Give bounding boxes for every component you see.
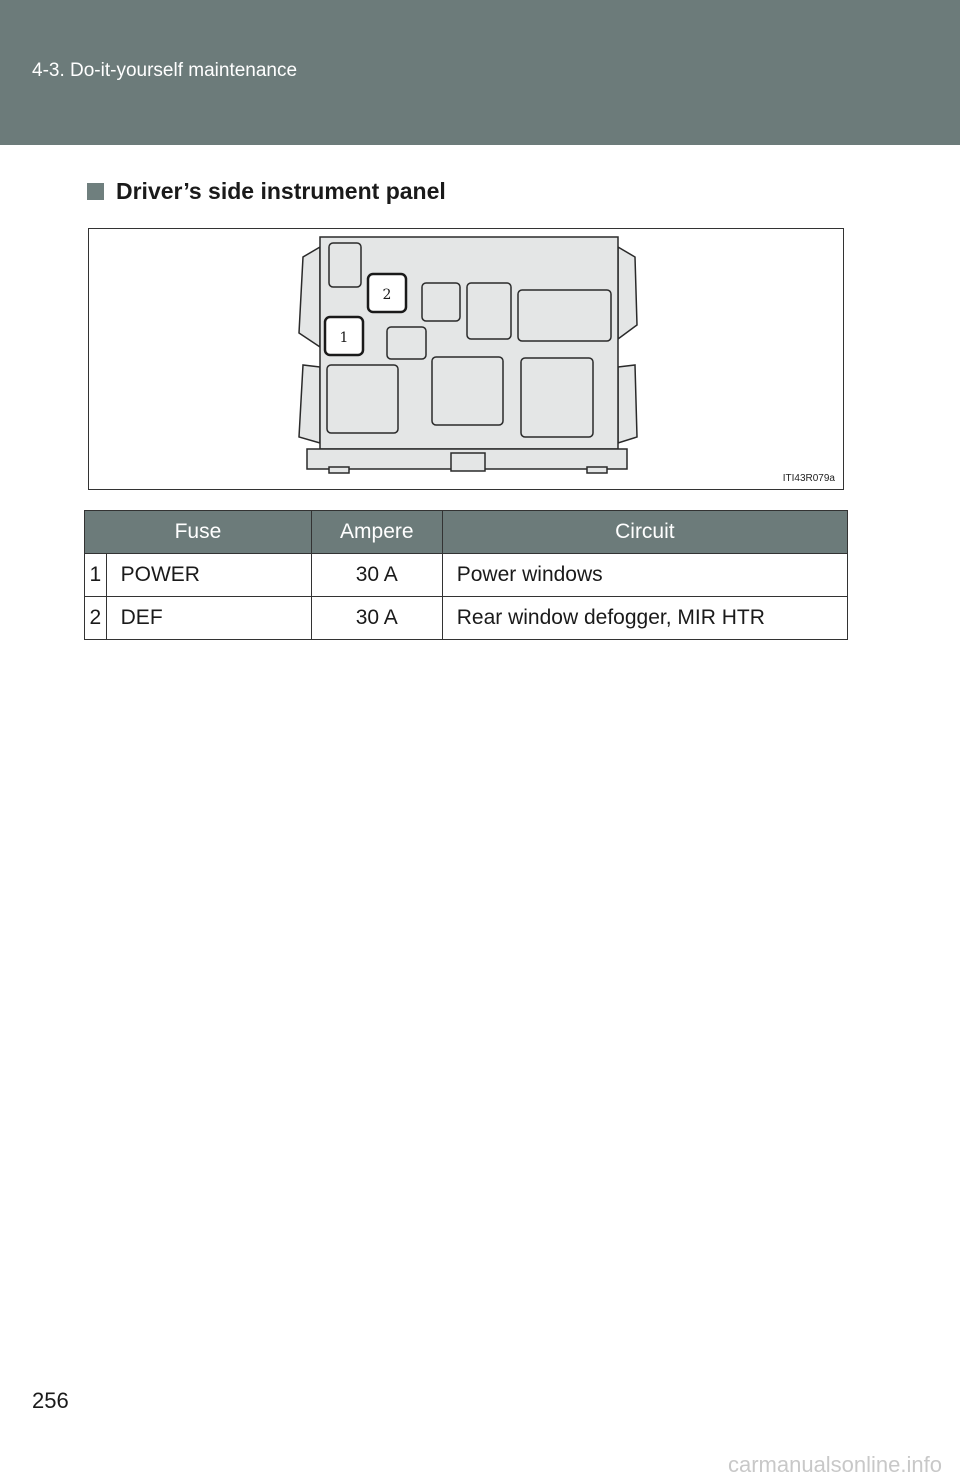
header-fuse: Fuse (85, 511, 312, 554)
fuse-circuit: Rear window defogger, MIR HTR (442, 597, 847, 640)
table-header-row (85, 511, 848, 554)
section-title (87, 178, 446, 205)
fuse-box-drawing (89, 229, 845, 491)
base-foot-right (587, 467, 607, 473)
fuse-name: POWER (106, 554, 311, 597)
relay-bottom-center (432, 357, 503, 425)
fuse-number: 2 (85, 597, 107, 640)
base-foot-center (451, 453, 485, 471)
page-number: 256 (32, 1388, 69, 1413)
table-row (85, 554, 848, 597)
fuse-box-diagram (88, 228, 844, 490)
relay-top-left (329, 243, 361, 287)
fuse-slot-small-c (387, 327, 426, 359)
relay-bottom-right (521, 358, 593, 437)
left-tab-upper (299, 247, 320, 347)
fuse-table (84, 510, 848, 640)
page-header (0, 0, 960, 145)
table-row (85, 597, 848, 640)
base-foot-left (329, 467, 349, 473)
fuse-ampere: 30 A (311, 554, 442, 597)
fuse-1-callout: 1 (339, 330, 349, 346)
fuse-name: DEF (106, 597, 311, 640)
section-heading: 4-3. Do-it-yourself maintenance (32, 60, 298, 81)
relay-wide-top-right (518, 290, 611, 341)
fuse-slot-small-b (467, 283, 511, 339)
square-bullet-icon (87, 183, 104, 200)
right-tab-upper (618, 247, 637, 339)
figure-code: ITI43R079a (782, 473, 835, 484)
fuse-2-callout: 2 (382, 287, 392, 303)
fuse-number: 1 (85, 554, 107, 597)
right-tab-lower (618, 365, 637, 443)
header-circuit: Circuit (442, 511, 847, 554)
fuse-slot-small-a (422, 283, 460, 321)
fuse-ampere: 30 A (311, 597, 442, 640)
watermark: carmanualsonline.info (727, 1452, 942, 1477)
section-title-text: Driver’s side instrument panel (116, 178, 446, 204)
left-tab-lower (299, 365, 320, 443)
relay-bottom-left (327, 365, 398, 433)
fuse-circuit: Power windows (442, 554, 847, 597)
header-ampere: Ampere (311, 511, 442, 554)
